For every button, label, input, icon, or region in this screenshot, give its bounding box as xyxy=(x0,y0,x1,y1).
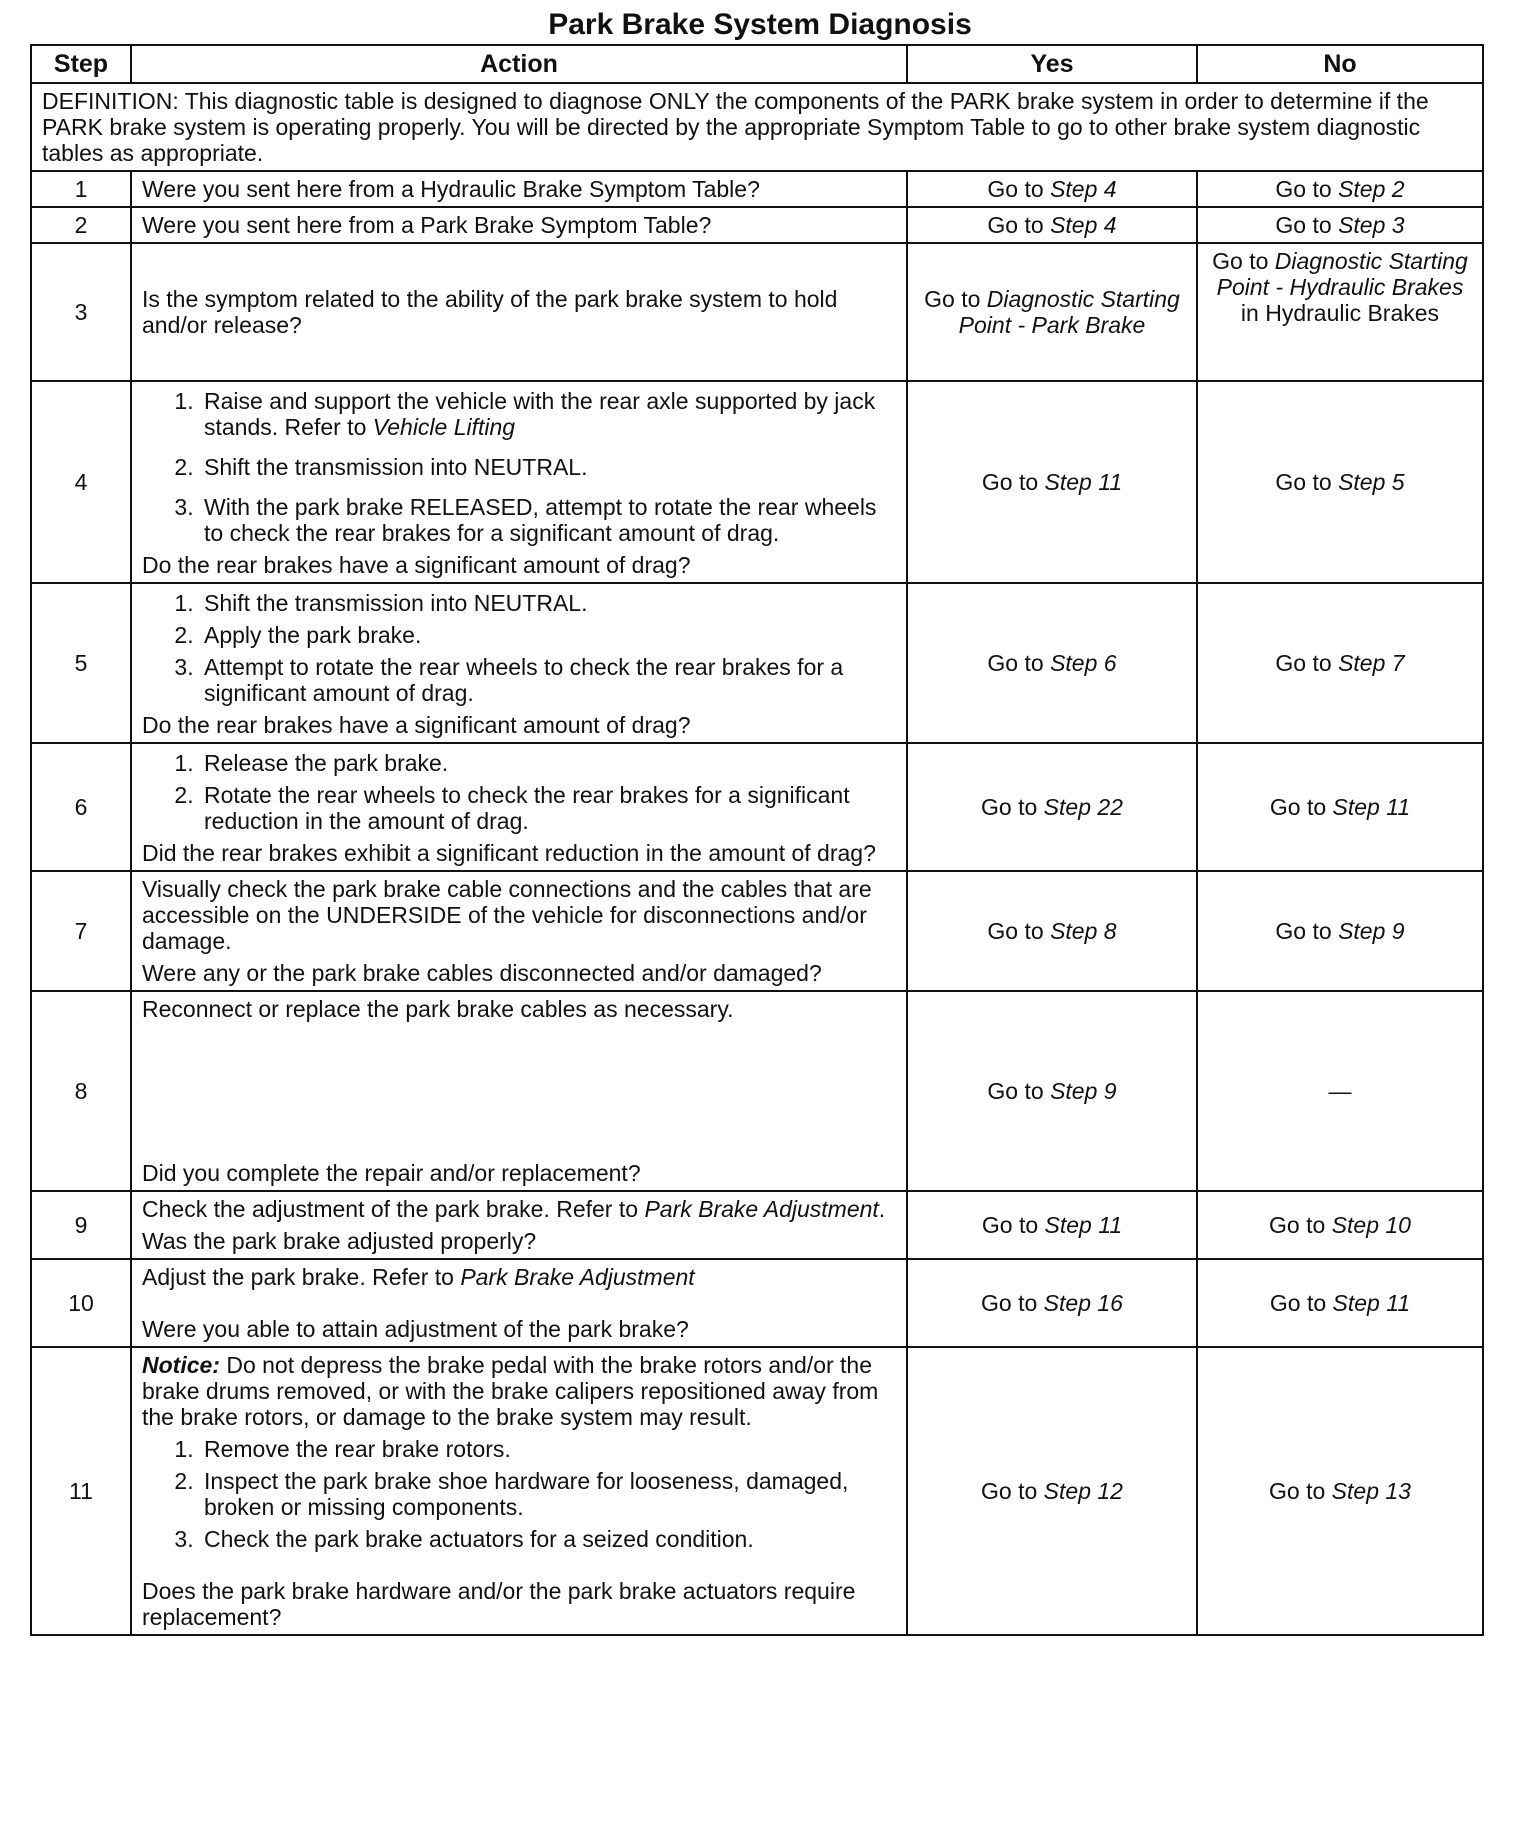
header-step: Step xyxy=(31,45,131,83)
yes-target: Step 6 xyxy=(1050,650,1117,676)
no-target: Step 7 xyxy=(1338,650,1405,676)
go-to-label: Go to xyxy=(987,918,1044,944)
action-cell xyxy=(131,243,907,381)
step-number: 3 xyxy=(31,243,131,381)
action-cell xyxy=(131,1347,907,1635)
procedure-list xyxy=(142,750,896,834)
yes-target: Step 22 xyxy=(1043,794,1123,820)
no-cell xyxy=(1197,1347,1483,1635)
procedure-list xyxy=(142,590,896,706)
notice-label: Notice: xyxy=(142,1352,220,1378)
action-cell xyxy=(131,171,907,207)
yes-target: Step 11 xyxy=(1044,469,1123,495)
yes-cell xyxy=(907,171,1197,207)
question: Do the rear brakes have a significant amount of drag? xyxy=(142,712,691,738)
action-cell xyxy=(131,207,907,243)
yes-target: Diagnostic Starting Point - Park Brake xyxy=(958,286,1180,338)
step-number: 4 xyxy=(31,381,131,583)
no-target: Step 5 xyxy=(1338,469,1405,495)
list-item: 1. Shift the transmission into NEUTRAL. xyxy=(200,590,896,616)
question: Were any or the park brake cables disconnected and/or damaged? xyxy=(142,960,822,986)
question: Do the rear brakes have a significant amount of drag? xyxy=(142,552,691,578)
go-to-label: Go to xyxy=(981,1212,1039,1238)
table-row xyxy=(31,991,1483,1191)
question: Were you sent here from a Park Brake Symptom Table? xyxy=(142,212,712,238)
instruction-text xyxy=(142,1196,896,1222)
no-target: — xyxy=(1328,1078,1352,1104)
no-target: Diagnostic Starting Point - Hydraulic Brakes xyxy=(1216,248,1468,300)
reference-link[interactable]: Park Brake Adjustment xyxy=(460,1264,695,1290)
procedure-list xyxy=(142,1436,896,1552)
go-to-label: Go to xyxy=(987,1078,1044,1104)
yes-cell xyxy=(907,243,1197,381)
no-target: Step 10 xyxy=(1331,1212,1411,1238)
go-to-label: Go to xyxy=(1269,1478,1326,1504)
question: Does the park brake hardware and/or the park brake actuators require replacement? xyxy=(142,1578,856,1630)
yes-cell xyxy=(907,871,1197,991)
no-target: Step 3 xyxy=(1338,212,1405,238)
go-to-label: Go to xyxy=(987,212,1044,238)
go-to-label: Go to xyxy=(1269,1212,1326,1238)
table-row xyxy=(31,1347,1483,1635)
go-to-label: Go to xyxy=(924,286,981,312)
list-item-text: Raise and support the vehicle with the rear axle supported by jack stands. Refer to xyxy=(204,388,876,440)
instruction-lead: Check the adjustment of the park brake. Refer to xyxy=(142,1196,639,1222)
header-action: Action xyxy=(131,45,907,83)
go-to-label: Go to xyxy=(981,1290,1038,1316)
go-to-label: Go to xyxy=(981,469,1039,495)
no-cell xyxy=(1197,171,1483,207)
no-cell xyxy=(1197,381,1483,583)
no-cell xyxy=(1197,583,1483,743)
diagnosis-table xyxy=(30,44,1484,1636)
table-row xyxy=(31,1259,1483,1347)
yes-target: Step 4 xyxy=(1050,212,1117,238)
list-item: 1. Remove the rear brake rotors. xyxy=(200,1436,896,1462)
table-row xyxy=(31,381,1483,583)
go-to-label: Go to xyxy=(1275,469,1332,495)
step-number: 10 xyxy=(31,1259,131,1347)
yes-cell xyxy=(907,1259,1197,1347)
list-item xyxy=(200,388,896,440)
go-to-label: Go to xyxy=(1275,650,1332,676)
table-row xyxy=(31,207,1483,243)
go-to-label: Go to xyxy=(1212,248,1269,274)
no-suffix: in Hydraulic Brakes xyxy=(1240,300,1440,326)
question: Were you sent here from a Hydraulic Brake Symptom Table? xyxy=(142,176,760,202)
no-cell xyxy=(1197,991,1483,1191)
yes-target: Step 4 xyxy=(1050,176,1117,202)
action-cell xyxy=(131,583,907,743)
step-number: 1 xyxy=(31,171,131,207)
step-number: 6 xyxy=(31,743,131,871)
instruction-text: Visually check the park brake cable connections and the cables that are accessible on the UNDERSIDE of the vehicle for disconnections and/or damage. xyxy=(142,876,872,954)
list-item: 3. Attempt to rotate the rear wheels to check the rear brakes for a significant amount of drag. xyxy=(200,654,896,706)
step-number: 9 xyxy=(31,1191,131,1259)
step-number: 5 xyxy=(31,583,131,743)
yes-target: Step 12 xyxy=(1043,1478,1123,1504)
yes-cell xyxy=(907,207,1197,243)
action-cell xyxy=(131,1259,907,1347)
yes-cell xyxy=(907,381,1197,583)
page-title: Park Brake System Diagnosis xyxy=(548,8,972,41)
question: Did you complete the repair and/or replacement? xyxy=(142,1160,641,1186)
step-number: 2 xyxy=(31,207,131,243)
go-to-label: Go to xyxy=(981,794,1038,820)
action-cell xyxy=(131,871,907,991)
yes-target: Step 8 xyxy=(1050,918,1117,944)
no-cell xyxy=(1197,743,1483,871)
list-item: 2. Inspect the park brake shoe hardware for looseness, damaged, broken or missing components. xyxy=(200,1468,896,1520)
header-yes: Yes xyxy=(907,45,1197,83)
yes-target: Step 11 xyxy=(1044,1212,1123,1238)
step-number: 7 xyxy=(31,871,131,991)
instruction-text xyxy=(142,1264,896,1290)
reference-link[interactable]: Park Brake Adjustment xyxy=(644,1196,879,1222)
step-number: 11 xyxy=(31,1347,131,1635)
definition-row xyxy=(31,83,1483,171)
yes-cell xyxy=(907,1347,1197,1635)
go-to-label: Go to xyxy=(981,1478,1038,1504)
no-target: Step 2 xyxy=(1338,176,1405,202)
no-target: Step 11 xyxy=(1332,1290,1411,1316)
header-no: No xyxy=(1197,45,1483,83)
header-row xyxy=(31,45,1483,83)
list-item: 3. Check the park brake actuators for a seized condition. xyxy=(200,1526,896,1552)
table-row xyxy=(31,743,1483,871)
action-cell xyxy=(131,743,907,871)
yes-target: Step 16 xyxy=(1043,1290,1123,1316)
no-cell xyxy=(1197,1191,1483,1259)
no-cell xyxy=(1197,243,1483,381)
procedure-list xyxy=(142,388,896,546)
question: Were you able to attain adjustment of the park brake? xyxy=(142,1316,689,1342)
no-cell xyxy=(1197,1259,1483,1347)
go-to-label: Go to xyxy=(1269,794,1327,820)
action-cell xyxy=(131,381,907,583)
yes-cell xyxy=(907,743,1197,871)
yes-cell xyxy=(907,991,1197,1191)
definition-text: DEFINITION: This diagnostic table is designed to diagnose ONLY the components of the PARK brake system in order to determine if the PARK brake system is operating properly. You will be directed by the appropriate Symptom Table to go to other brake system diagnostic tables as appropriate. xyxy=(31,83,1483,171)
go-to-label: Go to xyxy=(987,176,1044,202)
list-item: 2. Apply the park brake. xyxy=(200,622,896,648)
no-target: Step 9 xyxy=(1338,918,1405,944)
no-target: Step 11 xyxy=(1332,794,1411,820)
step-number: 8 xyxy=(31,991,131,1191)
question: Did the rear brakes exhibit a significant reduction in the amount of drag? xyxy=(142,840,876,866)
question: Is the symptom related to the ability of the park brake system to hold and/or release? xyxy=(142,286,838,338)
no-target: Step 13 xyxy=(1331,1478,1411,1504)
action-cell xyxy=(131,1191,907,1259)
question: Was the park brake adjusted properly? xyxy=(142,1228,537,1254)
list-item: 2. Rotate the rear wheels to check the rear brakes for a significant reduction in the amount of drag. xyxy=(200,782,896,834)
yes-cell xyxy=(907,1191,1197,1259)
go-to-label: Go to xyxy=(1275,918,1332,944)
table-row xyxy=(31,1191,1483,1259)
no-cell xyxy=(1197,871,1483,991)
reference-link[interactable]: Vehicle Lifting xyxy=(372,414,516,440)
yes-cell xyxy=(907,583,1197,743)
go-to-label: Go to xyxy=(987,650,1044,676)
go-to-label: Go to xyxy=(1269,1290,1327,1316)
list-item: 2. Shift the transmission into NEUTRAL. xyxy=(200,454,896,480)
table-row xyxy=(31,583,1483,743)
go-to-label: Go to xyxy=(1275,176,1332,202)
yes-target: Step 9 xyxy=(1050,1078,1117,1104)
table-row xyxy=(31,171,1483,207)
notice-text: Do not depress the brake pedal with the brake rotors and/or the brake drums removed, or with the brake calipers repositioned away from the brake rotors, or damage to the brake system may result. xyxy=(142,1352,879,1430)
notice xyxy=(142,1352,896,1430)
action-cell xyxy=(131,991,907,1191)
list-item: 3. With the park brake RELEASED, attempt to rotate the rear wheels to check the rear brakes for a significant amount of drag. xyxy=(200,494,896,546)
table-row xyxy=(31,871,1483,991)
instruction-lead: Adjust the park brake. Refer to xyxy=(142,1264,454,1290)
table-row xyxy=(31,243,1483,381)
instruction-text: Reconnect or replace the park brake cables as necessary. xyxy=(142,996,734,1022)
no-cell xyxy=(1197,207,1483,243)
go-to-label: Go to xyxy=(1275,212,1332,238)
list-item: 1. Release the park brake. xyxy=(200,750,896,776)
instruction-end: . xyxy=(878,1196,886,1222)
